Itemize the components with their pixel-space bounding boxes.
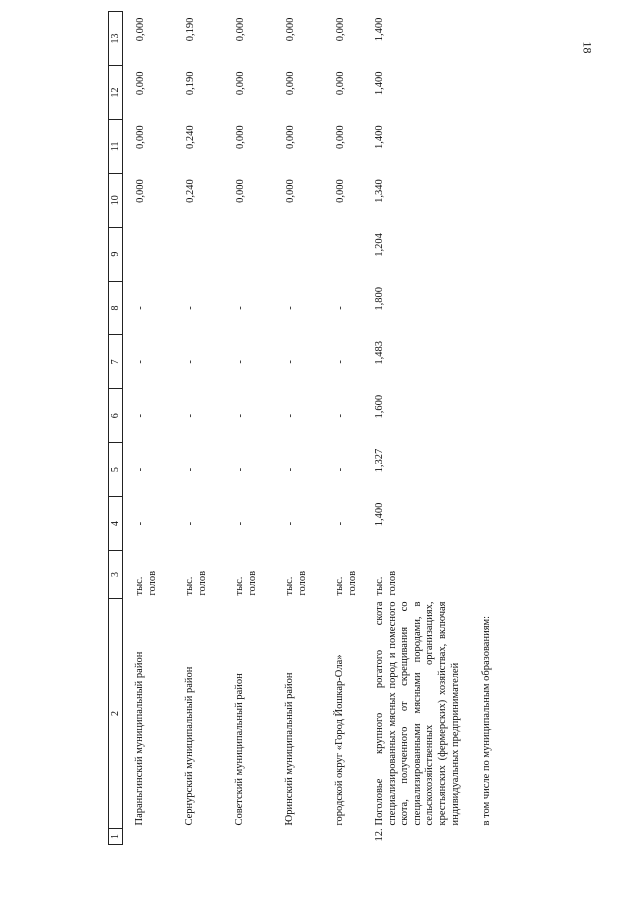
row-unit: тыс. голов — [234, 570, 258, 596]
cell-value: 0,000 — [285, 71, 296, 96]
cell-value: - — [285, 360, 296, 364]
cell-value: - — [285, 306, 296, 310]
cell-value: 0,000 — [285, 179, 296, 203]
cell-value: 1,400 — [374, 17, 385, 42]
cell-value: 1,327 — [374, 448, 385, 473]
cell-value: 0,190 — [185, 71, 196, 96]
column-header: 13 — [109, 12, 123, 66]
table-row — [323, 12, 373, 845]
cell-value: - — [185, 414, 196, 418]
cell-value: - — [135, 521, 146, 526]
column-header: 11 — [109, 119, 123, 173]
row-name: Советский муниципальный район — [234, 673, 245, 826]
cell-value: 0,000 — [135, 71, 146, 96]
cell-value: 0,000 — [335, 179, 346, 203]
column-header: 8 — [109, 281, 123, 335]
column-header: 7 — [109, 335, 123, 389]
column-header: 1 — [109, 829, 123, 845]
cell-value: 1,400 — [374, 125, 385, 149]
cell-value — [273, 227, 323, 281]
cell-value: 0,000 — [135, 125, 146, 149]
cell-value: 0,000 — [335, 71, 346, 96]
row-name: Сернурский муниципальный район — [184, 666, 195, 826]
row-name: Поголовье крупного рогатого скота специализированных мясных пород и помесного скота, полученного от скрещивания со специализированными мясными породами, в сельскохозяйственных организациях, крестьянских (фермерских) хозяйствах, включая индивидуальных предпринимателей — [374, 601, 461, 826]
cell-value: 0,190 — [185, 17, 196, 42]
row-unit: тыс. голов — [134, 570, 158, 596]
column-header: 2 — [109, 599, 123, 829]
page-number: 18 — [580, 41, 595, 54]
cell-value: - — [185, 467, 196, 472]
row-unit: тыс. голов — [284, 570, 308, 596]
column-header: 6 — [109, 389, 123, 443]
cell-value: - — [335, 521, 346, 526]
row-number — [323, 829, 373, 845]
cell-value: 1,400 — [374, 502, 385, 527]
column-header: 10 — [109, 173, 123, 227]
cell-value: - — [335, 467, 346, 472]
cell-value: - — [135, 467, 146, 472]
cell-value: 0,240 — [185, 125, 196, 149]
row-unit: тыс. голов — [184, 570, 208, 596]
cell-value: 0,000 — [235, 125, 246, 149]
cell-value: - — [135, 414, 146, 418]
cell-value: 0,000 — [135, 17, 146, 42]
cell-value: - — [235, 306, 246, 310]
cell-value: 0,000 — [285, 125, 296, 149]
cell-value: 0,000 — [235, 179, 246, 203]
cell-value: 0,000 — [335, 125, 346, 149]
cell-value: - — [335, 414, 346, 418]
row-number — [173, 829, 223, 845]
table-row — [373, 12, 470, 845]
cell-value: 0,000 — [235, 71, 246, 96]
table-row — [273, 12, 323, 845]
cell-value: - — [135, 306, 146, 310]
cell-value — [173, 227, 223, 281]
cell-value: 1,400 — [374, 71, 385, 96]
indicators-table — [108, 11, 517, 845]
table-row — [223, 12, 273, 845]
cell-value — [123, 227, 174, 281]
cell-value: - — [235, 414, 246, 418]
row-number — [273, 829, 323, 845]
cell-value: - — [285, 521, 296, 526]
cell-value — [323, 227, 373, 281]
table-row — [470, 12, 517, 845]
cell-value: 0,240 — [185, 179, 196, 203]
row-unit: тыс. голов — [374, 570, 398, 596]
row-unit: тыс. голов — [334, 570, 358, 596]
cell-value: 1,483 — [374, 340, 385, 365]
cell-value: - — [185, 306, 196, 310]
row-number — [470, 829, 517, 845]
column-header: 3 — [109, 551, 123, 599]
row-number: 12. — [374, 828, 385, 842]
cell-value — [223, 227, 273, 281]
cell-value: 0,000 — [285, 17, 296, 42]
subheading-text: в том числе по муниципальным образованиям: — [481, 615, 492, 826]
cell-value: 0,000 — [235, 17, 246, 42]
cell-value: 0,000 — [335, 17, 346, 42]
cell-value: - — [335, 360, 346, 364]
column-header: 9 — [109, 227, 123, 281]
cell-value: 1,600 — [374, 394, 385, 419]
row-name: Юринский муниципальный район — [284, 672, 295, 826]
row-name: Параньгинский муниципальный район — [134, 651, 145, 826]
cell-value: 1,204 — [374, 233, 385, 257]
cell-value: - — [285, 414, 296, 418]
column-number-row — [109, 12, 123, 845]
row-name: городской округ «Город Йошкар-Ола» — [334, 654, 345, 826]
cell-value: - — [235, 360, 246, 364]
table-row — [123, 12, 174, 845]
cell-value: - — [235, 467, 246, 472]
column-header: 4 — [109, 497, 123, 551]
cell-value: 1,340 — [374, 179, 385, 203]
table-row — [173, 12, 223, 845]
cell-value: 1,800 — [374, 287, 385, 311]
cell-value: - — [235, 521, 246, 526]
cell-value: 0,000 — [135, 179, 146, 203]
rotated-table-container — [108, 12, 630, 845]
cell-value: - — [185, 360, 196, 364]
column-header: 5 — [109, 443, 123, 497]
column-header: 12 — [109, 65, 123, 119]
row-number — [123, 829, 174, 845]
row-number — [223, 829, 273, 845]
cell-value: - — [185, 521, 196, 526]
cell-value: - — [285, 467, 296, 472]
cell-value: - — [135, 360, 146, 364]
cell-value: - — [335, 306, 346, 310]
